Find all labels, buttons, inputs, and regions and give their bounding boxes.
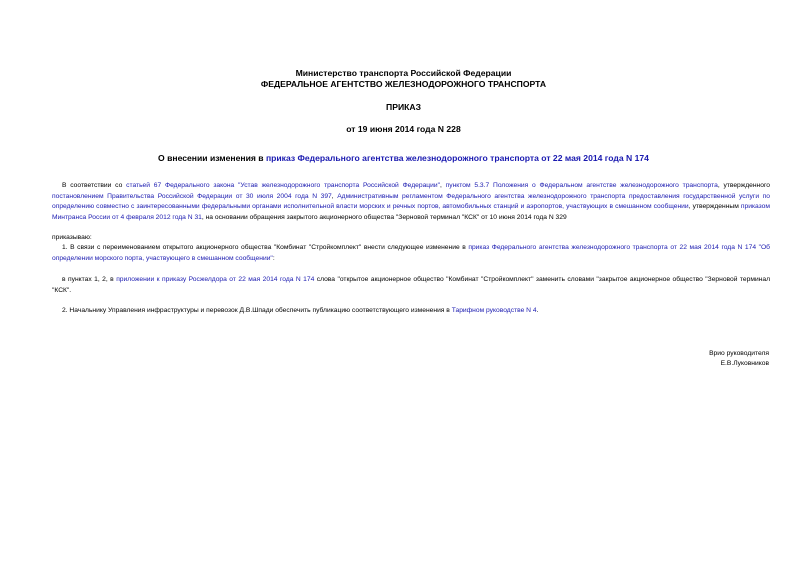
p5-text-1: 2. Начальнику Управления инфраструктуры и перевозок Д.В.Шпади обеспечить публикацию соответствующего изменения в	[62, 307, 452, 314]
document-title	[0, 153, 807, 163]
paragraph-item-1	[52, 243, 770, 264]
signature-name: Е.В.Луковников	[720, 360, 769, 367]
paragraph-preamble	[52, 181, 770, 223]
p1-text-4: ,	[331, 192, 338, 200]
paragraph-amendment	[52, 275, 770, 296]
link-agency-regulation-5-3-7[interactable]: пунктом 5.3.7 Положения о Федеральном агентстве железнодорожного транспорта	[445, 182, 718, 189]
p3-text-1: 1. В связи с переименованием открытого акционерного общества "Комбинат "Стройкомплект" внести следующее изменение в	[62, 244, 469, 251]
title-prefix: О внесении изменения в	[158, 153, 266, 163]
link-railway-charter-article-67[interactable]: статьей 67 Федерального закона "Устав железнодорожного транспорта Российской Федерации"	[126, 182, 440, 189]
p4-text-2: слова "открытое акционерное общество "Комбинат "Стройкомплект" заменить словами "закрытое акционерное общество "Зерновой терминал "КСК".	[52, 276, 770, 294]
p1-text-5: , утвержденным	[688, 203, 741, 211]
link-government-decree-397[interactable]: постановлением Правительства Российской Федерации от 30 июля 2004 года N 397	[52, 192, 332, 200]
p3-text-2: :	[272, 254, 275, 262]
link-administrative-regulation[interactable]: Административным регламентом Федерального агентства железнодорожного транспорта предоставления государственной услуги по определению совместно с заинтересованными федеральными органами исполнительной власти морских и речных портов, автомобильных станций и аэропортов, участвующих в смешанном сообщении	[52, 192, 770, 211]
paragraph-order-word: приказываю:	[52, 234, 92, 241]
p1-text-3: , утвержденного	[717, 182, 770, 189]
ministry-name: Министерство транспорта Российской Федерации	[295, 68, 512, 78]
link-order-174-appendix[interactable]: приложении к приказу Росжелдора от 22 мая 2014 года N 174	[116, 276, 315, 283]
document-type: ПРИКАЗ	[386, 102, 421, 112]
link-mintrans-order-31[interactable]: приказом Минтранса России от 4 февраля 2012 года N 31	[52, 203, 770, 221]
p5-text-2: .	[536, 307, 539, 314]
p4-text-1: в пунктах 1, 2, в	[62, 276, 117, 283]
p1-text-2: ,	[439, 182, 446, 189]
agency-name: ФЕДЕРАЛЬНОЕ АГЕНТСТВО ЖЕЛЕЗНОДОРОЖНОГО ТРАНСПОРТА	[260, 79, 547, 89]
paragraph-item-2	[52, 306, 770, 317]
link-order-174[interactable]: приказ Федерального агентства железнодорожного транспорта от 22 мая 2014 года N 174 "Об определении морского порта, участвующего в смешанном сообщении"	[52, 244, 770, 262]
signature-position: Врио руководителя	[709, 350, 769, 357]
document-date: от 19 июня 2014 года N 228	[346, 124, 461, 134]
title-link[interactable]: приказ Федерального агентства железнодорожного транспорта от 22 мая 2014 года N 174	[265, 153, 649, 163]
p1-text-6: , на основании обращения закрытого акционерного общества "Зерновой терминал "КСК" от 10 июня 2014 года N 329	[201, 213, 567, 221]
p1-text-1: В соответствии со	[62, 182, 127, 189]
link-tariff-guide-4[interactable]: Тарифном руководстве N 4	[451, 307, 537, 314]
